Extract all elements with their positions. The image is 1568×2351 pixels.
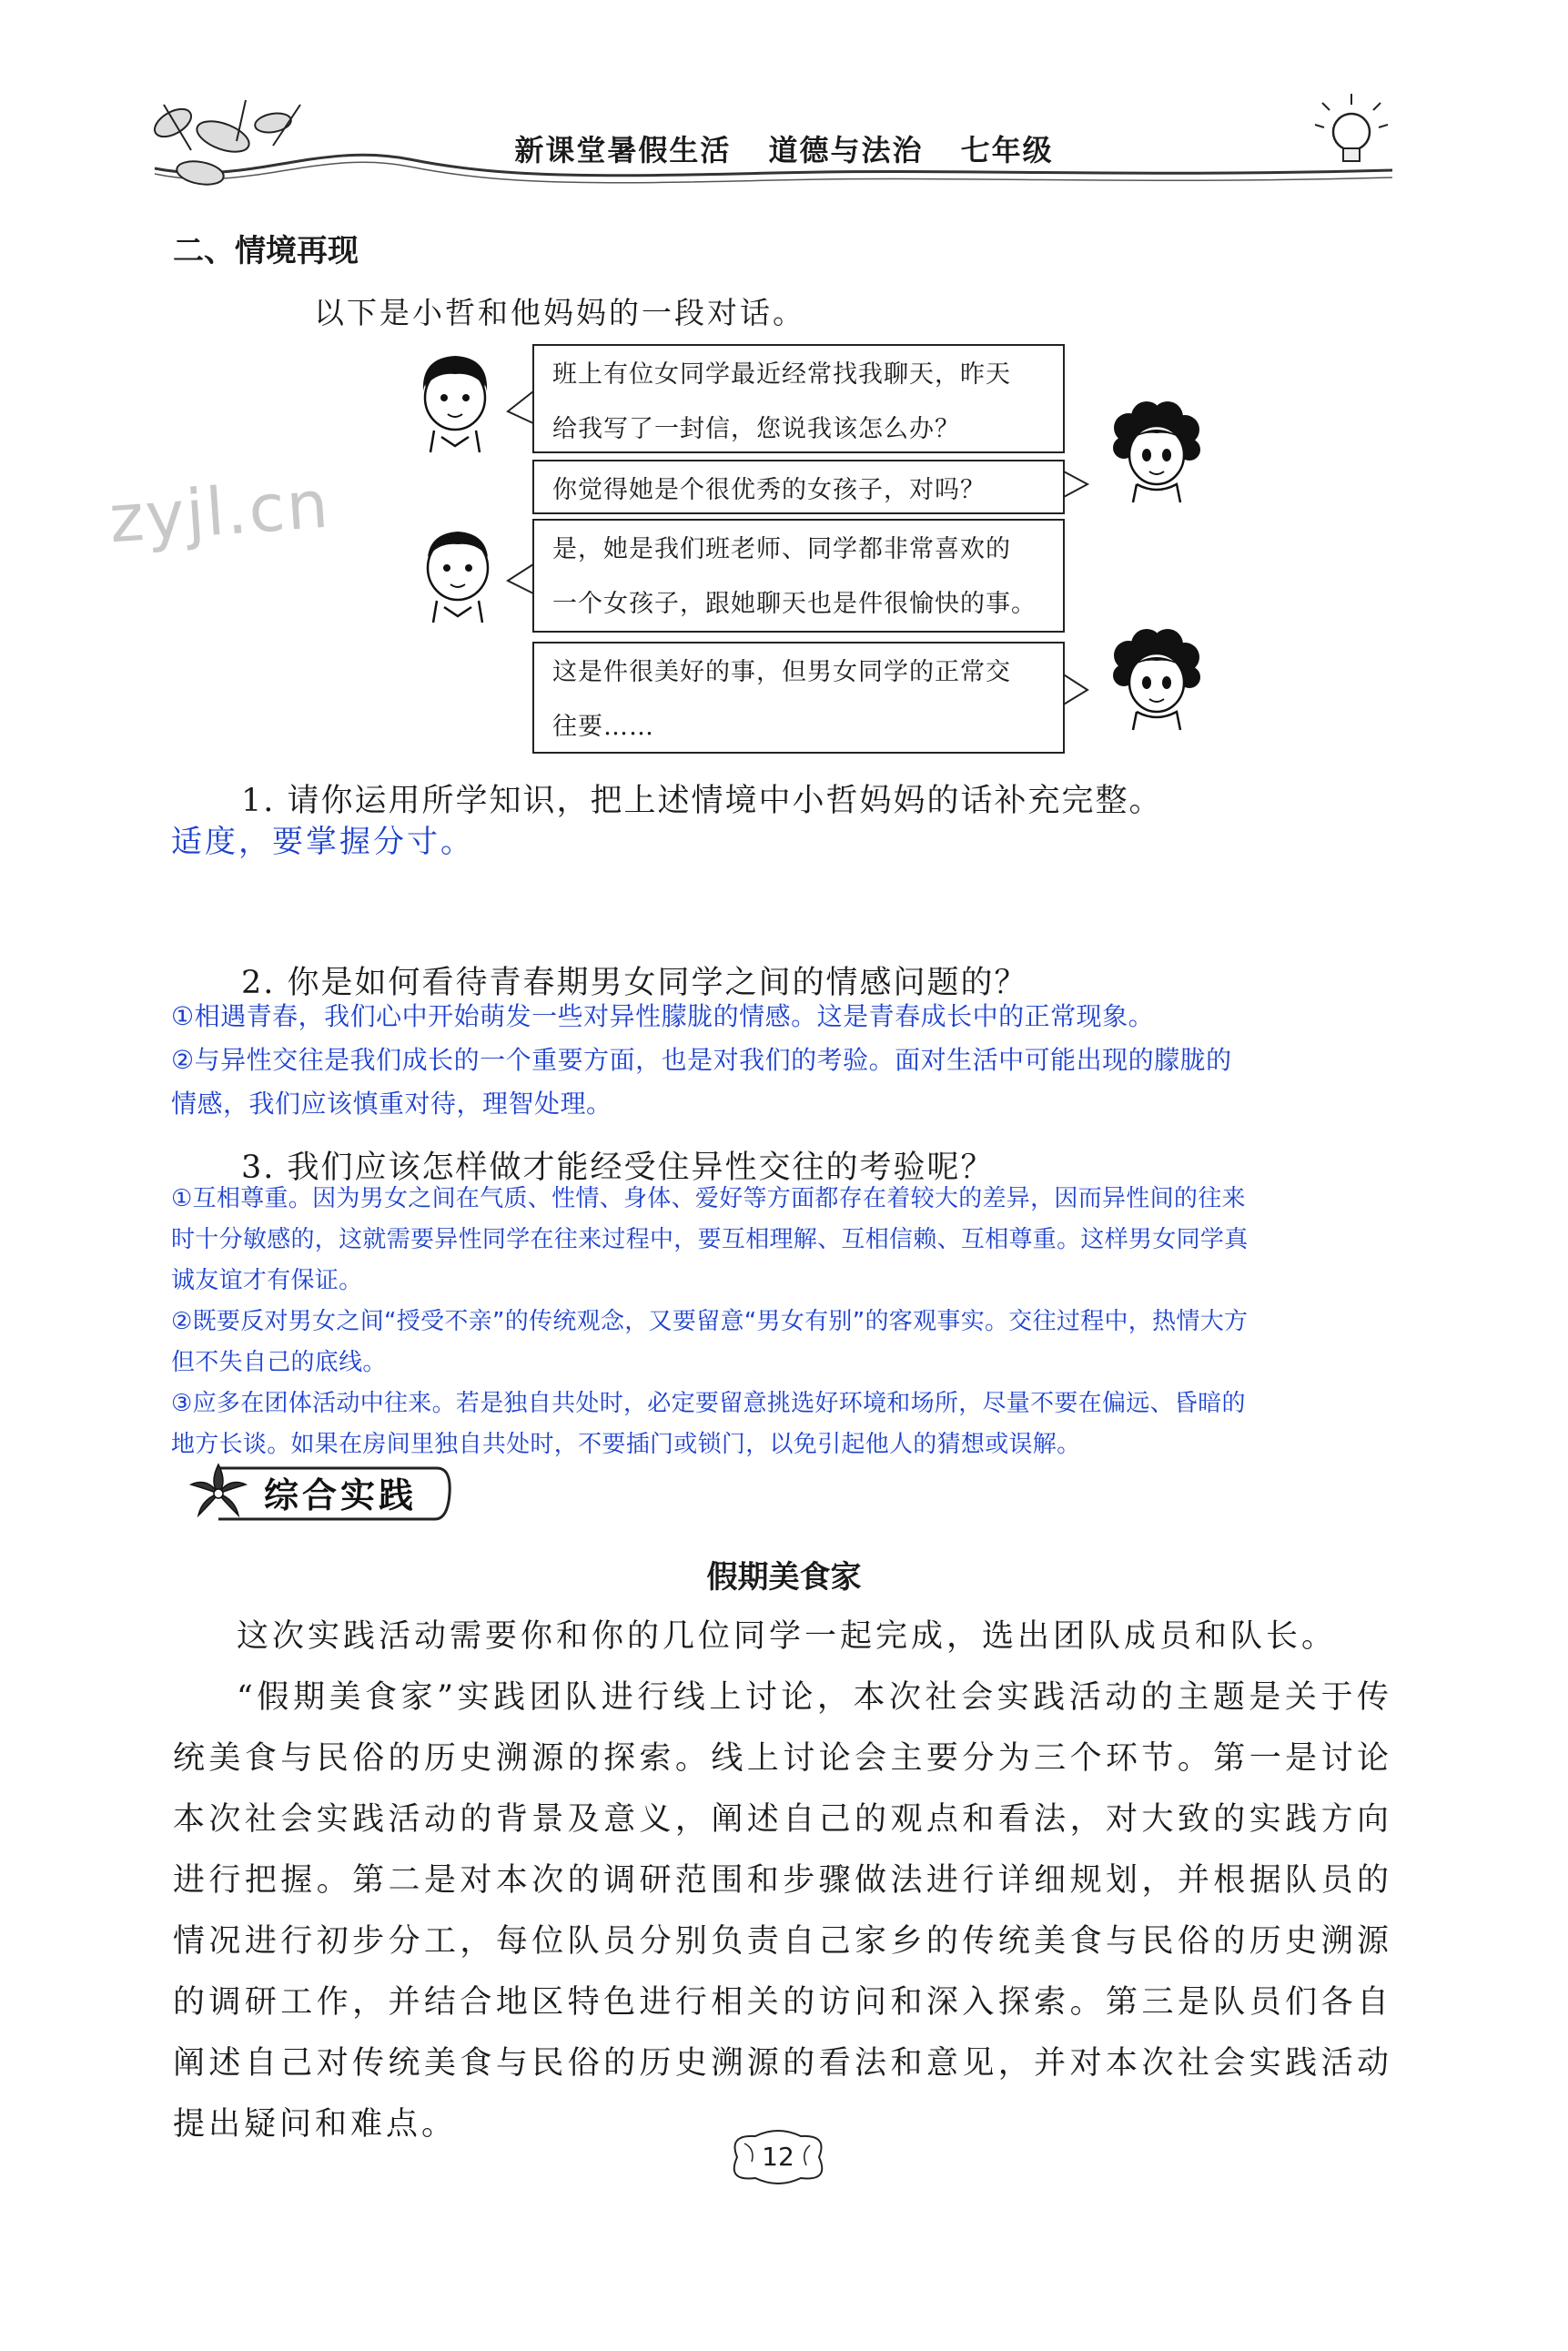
answer-line: 但不失自己的底线。 <box>171 1349 387 1376</box>
answer-line: 时十分敏感的，这就需要异性同学在往来过程中，要互相理解、互相信赖、互相尊重。这样男女同学真 <box>171 1226 1249 1253</box>
activity-title: 假期美食家 <box>706 1559 862 1596</box>
question-3: 3. 我们应该怎样做才能经受住异性交往的考验呢？ <box>241 1150 995 1186</box>
dialog-bubble-1 <box>532 344 1065 453</box>
section-intro: 以下是小哲和他妈妈的一段对话。 <box>314 295 805 330</box>
answer-line: 地方长谈。如果在房间里独自共处时，不要插门或锁门，以免引起他人的猜想或误解。 <box>171 1431 1081 1458</box>
dialog-line: 是，她是我们班老师、同学都非常喜欢的 <box>552 535 1011 563</box>
answer-line: 诚友谊才有保证。 <box>171 1267 363 1294</box>
mother-avatar-1 <box>1106 400 1206 505</box>
dialog-line: 你觉得她是个很优秀的女孩子，对吗？ <box>552 476 986 504</box>
answer-line: ②既要反对男女之间“授受不亲”的传统观念，又要留意“男女有别”的客观事实。交往过程中，热情大方 <box>171 1308 1249 1335</box>
header-book-title: 新课堂暑假生活 <box>514 133 732 167</box>
dialog-line: 给我写了一封信，您说我该怎么办？ <box>552 415 960 443</box>
answer-line: ②与异性交往是我们成长的一个重要方面，也是对我们的考验。面对生活中可能出现的朦胧的 <box>171 1045 1232 1075</box>
watermark: zyjl.cn <box>106 465 333 558</box>
question-2: 2. 你是如何看待青春期男女同学之间的情感问题的？ <box>241 965 1028 1001</box>
page-number: 12 <box>762 2142 794 2172</box>
dialog-bubble-3 <box>532 519 1065 633</box>
question-1: 1. 请你运用所学知识，把上述情境中小哲妈妈的话补充完整。 <box>241 783 1163 819</box>
dialog-line: 一个女孩子，跟她聊天也是件很愉快的事。 <box>552 590 1037 618</box>
activity-paragraph-2: “假期美食家”实践团队进行线上讨论，本次社会实践活动的主题是关于传统美食与民俗的历史溯源的探索。线上讨论会主要分为三个环节。第一是讨论本次社会实践活动的背景及意义，阐述自己的观点和看法，对大致的实践方向进行把握。第二是对本次的调研范围和步骤做法进行详细规划，并根据队员的情况进行初步分工，每位队员分别负责自己家乡的传统美食与民俗的历史溯源的调研工作，并结合地区特色进行相关的访问和深入探索。第三是队员们各自阐述自己对传统美食与民俗的历史溯源的看法和意见，并对本次社会实践活动提出疑问和难点。 <box>173 1679 1392 2143</box>
activity-paragraph-1: 这次实践活动需要你和你的几位同学一起完成，选出团队成员和队长。 <box>237 1618 1338 1655</box>
dialog-line: 这是件很美好的事，但男女同学的正常交 <box>552 658 1011 686</box>
answer-3 <box>171 1179 1463 1465</box>
practice-badge-label: 综合实践 <box>264 1475 418 1515</box>
section-title: 二、情境再现 <box>173 233 359 269</box>
dialog-bubble-2 <box>532 460 1065 514</box>
header-subject: 道德与法治 <box>768 133 924 167</box>
dialog-bubble-4 <box>532 642 1065 754</box>
running-header <box>0 127 1568 169</box>
answer-line: ①互相尊重。因为男女之间在气质、性情、身体、爱好等方面都存在着较大的差异，因而异性间的往来 <box>171 1185 1246 1212</box>
answer-line: ③应多在团体活动中往来。若是独自共处时，必定要留意挑选好环境和场所，尽量不要在偏远、昏暗的 <box>171 1390 1246 1417</box>
mother-avatar-2 <box>1106 628 1206 733</box>
dialog-line: 往要…… <box>552 713 654 741</box>
dialog-line: 班上有位女同学最近经常找我聊天，昨天 <box>552 360 1011 389</box>
answer-line: 情感，我们应该慎重对待，理智处理。 <box>171 1089 612 1119</box>
answer-line: ①相遇青春，我们心中开始萌发一些对异性朦胧的情感。这是青春成长中的正常现象。 <box>171 1001 1155 1031</box>
answer-2 <box>171 995 1463 1126</box>
header-grade: 七年级 <box>960 133 1054 167</box>
answer-1: 适度，要掌握分寸。 <box>171 824 474 860</box>
